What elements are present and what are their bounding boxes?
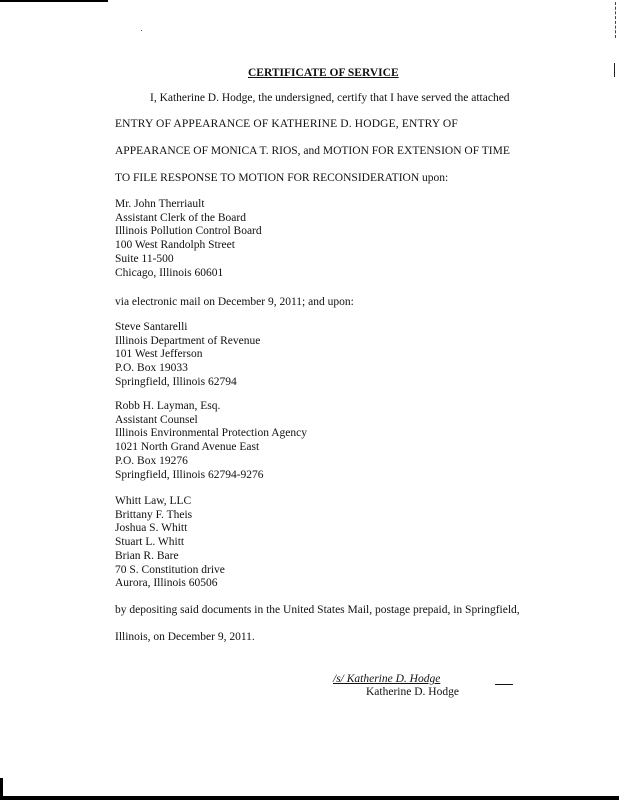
mail-service-line-1: by depositing said documents in the United States Mail, postage prepaid, in Springfield, [115,604,520,616]
intro-line-2: ENTRY OF APPEARANCE OF KATHERINE D. HODGE, ENTRY OF [115,118,458,130]
address-line: Springfield, Illinois 62794-9276 [115,468,264,481]
address-line: Illinois Environmental Protection Agency [115,427,307,440]
recipient-address-1 [115,321,260,390]
address-line: P.O. Box 19276 [115,454,188,467]
signatory-name: Katherine D. Hodge [366,686,459,698]
address-line: 100 West Randolph Street [115,239,235,252]
address-line: Assistant Clerk of the Board [115,211,246,224]
address-line: Stuart L. Whitt [115,536,185,549]
address-line: Whitt Law, LLC [115,495,192,507]
mail-service-line-2: Illinois, on December 9, 2011. [115,631,255,643]
address-line: Brian R. Bare [115,549,179,562]
address-line: Steve Santarelli [115,321,188,333]
address-line: Illinois Department of Revenue [115,334,261,347]
scan-edge-mark [614,63,615,77]
address-line: P.O. Box 19033 [115,362,188,375]
recipient-address-2 [115,400,307,482]
address-line: Joshua S. Whitt [115,522,188,535]
recipient-address-3 [115,495,225,591]
address-line: Illinois Pollution Control Board [115,225,262,238]
scan-border-left-foot [0,778,3,796]
address-line: Suite 11-500 [115,252,174,265]
address-line: Mr. John Therriault [115,198,205,210]
address-line: Assistant Counsel [115,413,198,426]
intro-line-1: I, Katherine D. Hodge, the undersigned, certify that I have served the attached [150,92,510,104]
address-line: 1021 North Grand Avenue East [115,441,260,454]
page-title: CERTIFICATE OF SERVICE [248,67,399,79]
intro-line-3: APPEARANCE OF MONICA T. RIOS, and MOTION FOR EXTENSION OF TIME [115,145,510,157]
primary-recipient-address [115,198,262,280]
scan-border-top [0,0,108,2]
address-line: Aurora, Illinois 60506 [115,577,218,590]
scan-border-bottom [0,796,619,800]
address-line: Brittany F. Theis [115,508,193,521]
address-line: 101 West Jefferson [115,348,203,361]
signature-rule [495,684,513,685]
electronic-signature: /s/ Katherine D. Hodge [333,673,441,685]
address-line: Springfield, Illinois 62794 [115,375,237,388]
address-line: Robb H. Layman, Esq. [115,400,221,412]
scan-edge-marks [615,2,617,38]
electronic-service-line: via electronic mail on December 9, 2011; and upon: [115,296,354,308]
address-line: Chicago, Illinois 60601 [115,266,224,279]
scan-speck [141,30,142,31]
intro-line-4: TO FILE RESPONSE TO MOTION FOR RECONSIDERATION upon: [115,172,449,184]
address-line: 70 S. Constitution drive [115,563,225,576]
